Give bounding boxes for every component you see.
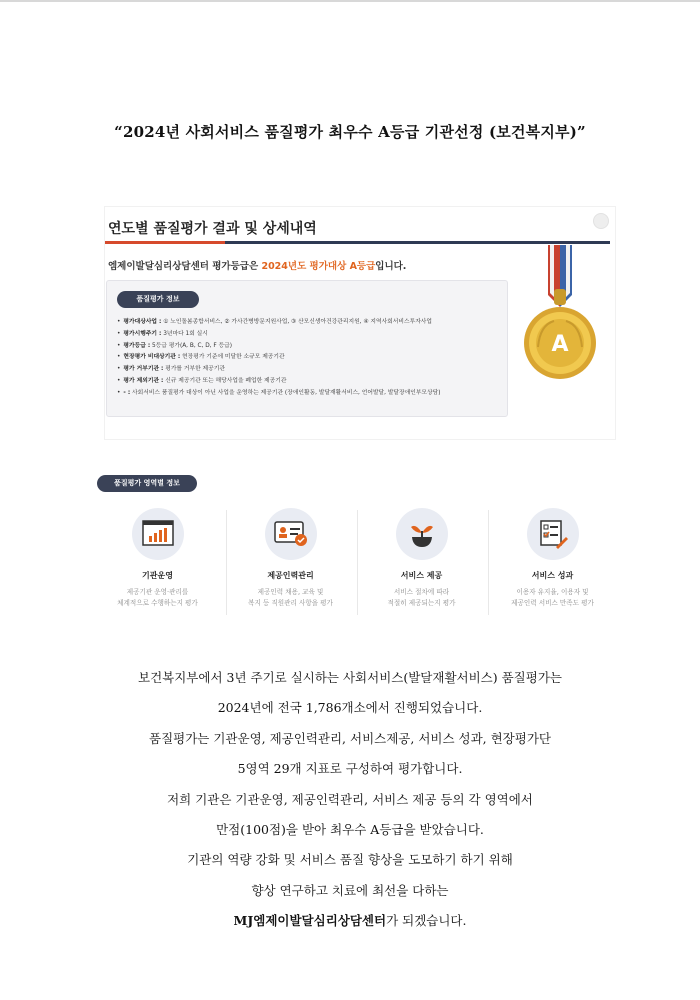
grade-statement-pre: 엠제이발달심리상담센터 평가등급은 bbox=[108, 261, 262, 272]
body-line: 향상 연구하고 치료에 최선을 다하는 bbox=[251, 882, 449, 898]
chart-board-icon bbox=[132, 508, 184, 560]
info-item: • - : 사회서비스 품질평가 대상이 아닌 사업을 운영하는 제공기관 (장애인활동, 발달재활서비스, 언어발달, 발달장애인부모상담) bbox=[117, 389, 441, 396]
medal-letter: A bbox=[551, 332, 569, 357]
panel-title: 연도별 품질평가 결과 및 상세내역 bbox=[108, 221, 317, 237]
info-item: • 평가등급 : 5등급 평가(A, B, C, D, F 등급) bbox=[117, 342, 233, 349]
area-desc: 서비스 절차에 따라 적절히 제공되는지 평가 bbox=[387, 588, 456, 607]
page-heading: “2024년 사회서비스 품질평가 최우수 A등급 기관선정 (보건복지부)” bbox=[114, 123, 586, 141]
info-item: • 평가 제외기관 : 신규 제공기관 또는 해당사업을 폐업한 제공기관 bbox=[117, 377, 287, 384]
evaluation-info-box bbox=[106, 280, 508, 417]
top-border bbox=[0, 0, 700, 2]
info-pill: 품질평가 정보 bbox=[117, 291, 199, 308]
area-service-delivery bbox=[359, 508, 484, 618]
divider bbox=[357, 510, 358, 615]
area-institution-operation bbox=[95, 508, 220, 618]
info-item: • 평가대상사업 : ① 노인돌봄종합서비스, ② 가사간병방문지원사업, ③ 산모신생아건강관리지원, ④ 지역사회서비스투자사업 bbox=[117, 319, 433, 325]
checklist-icon bbox=[527, 508, 579, 560]
area-name: 서비스 제공 bbox=[400, 571, 443, 580]
info-item: • 현장평가 비대상기관 : 현장평가 기준에 미달한 소규모 제공기관 bbox=[117, 354, 285, 361]
area-desc: 제공기관 운영·관리를 체계적으로 수행하는지 평가 bbox=[117, 588, 198, 607]
body-paragraph bbox=[0, 667, 700, 941]
evaluation-result-panel bbox=[105, 207, 615, 439]
evaluation-areas-panel bbox=[95, 470, 605, 625]
area-name: 서비스 성과 bbox=[531, 571, 574, 580]
body-line-closing bbox=[0, 910, 700, 940]
body-line: 품질평가는 기관운영, 제공인력관리, 서비스제공, 서비스 성과, 현장평가단 bbox=[149, 730, 551, 746]
area-name: 제공인력관리 bbox=[267, 571, 314, 580]
area-service-outcome bbox=[490, 508, 615, 618]
title-underline-accent bbox=[105, 241, 225, 244]
areas-pill: 품질평가 영역별 정보 bbox=[97, 475, 197, 492]
grade-statement-post: 입니다. bbox=[375, 261, 407, 272]
sprout-bowl-icon bbox=[396, 508, 448, 560]
body-line: 만점(100점)을 받아 최우수 A등급을 받았습니다. bbox=[216, 821, 484, 837]
divider bbox=[226, 510, 227, 615]
grade-statement-highlight: 2024년도 평가대상 A등급 bbox=[261, 261, 376, 272]
info-list bbox=[117, 317, 440, 400]
gold-medal-icon bbox=[510, 245, 610, 395]
divider bbox=[488, 510, 489, 615]
body-line: 2024년에 전국 1,786개소에서 진행되었습니다. bbox=[217, 700, 483, 716]
info-item: • 평가 거부기관 : 평가를 거부한 제공기관 bbox=[117, 366, 225, 373]
area-desc: 이용자 유지율, 이용자 및 제공인력 서비스 만족도 평가 bbox=[511, 588, 594, 607]
area-staff-management bbox=[228, 508, 353, 618]
id-card-icon bbox=[265, 508, 317, 560]
body-line: 5영역 29개 지표로 구성하여 평가합니다. bbox=[237, 761, 463, 777]
body-line: 저희 기관은 기관운영, 제공인력관리, 서비스 제공 등의 각 영역에서 bbox=[167, 791, 533, 807]
info-item: • 평가시행주기 : 3년마다 1회 실시 bbox=[117, 330, 208, 337]
area-name: 기관운영 bbox=[142, 571, 173, 580]
grade-statement bbox=[108, 258, 406, 272]
area-desc: 제공인력 채용, 교육 및 복지 등 직원관리 사항을 평가 bbox=[248, 588, 333, 607]
body-line: 보건복지부에서 3년 주기로 실시하는 사회서비스(발달재활서비스) 품질평가는 bbox=[138, 670, 562, 685]
closing-text: 가 되겠습니다. bbox=[386, 913, 467, 929]
center-name: MJ엠제이발달심리상담센터 bbox=[233, 913, 387, 929]
body-line: 기관의 역량 강화 및 서비스 품질 향상을 도모하기 하기 위해 bbox=[187, 852, 513, 868]
corner-badge-icon bbox=[593, 213, 609, 229]
